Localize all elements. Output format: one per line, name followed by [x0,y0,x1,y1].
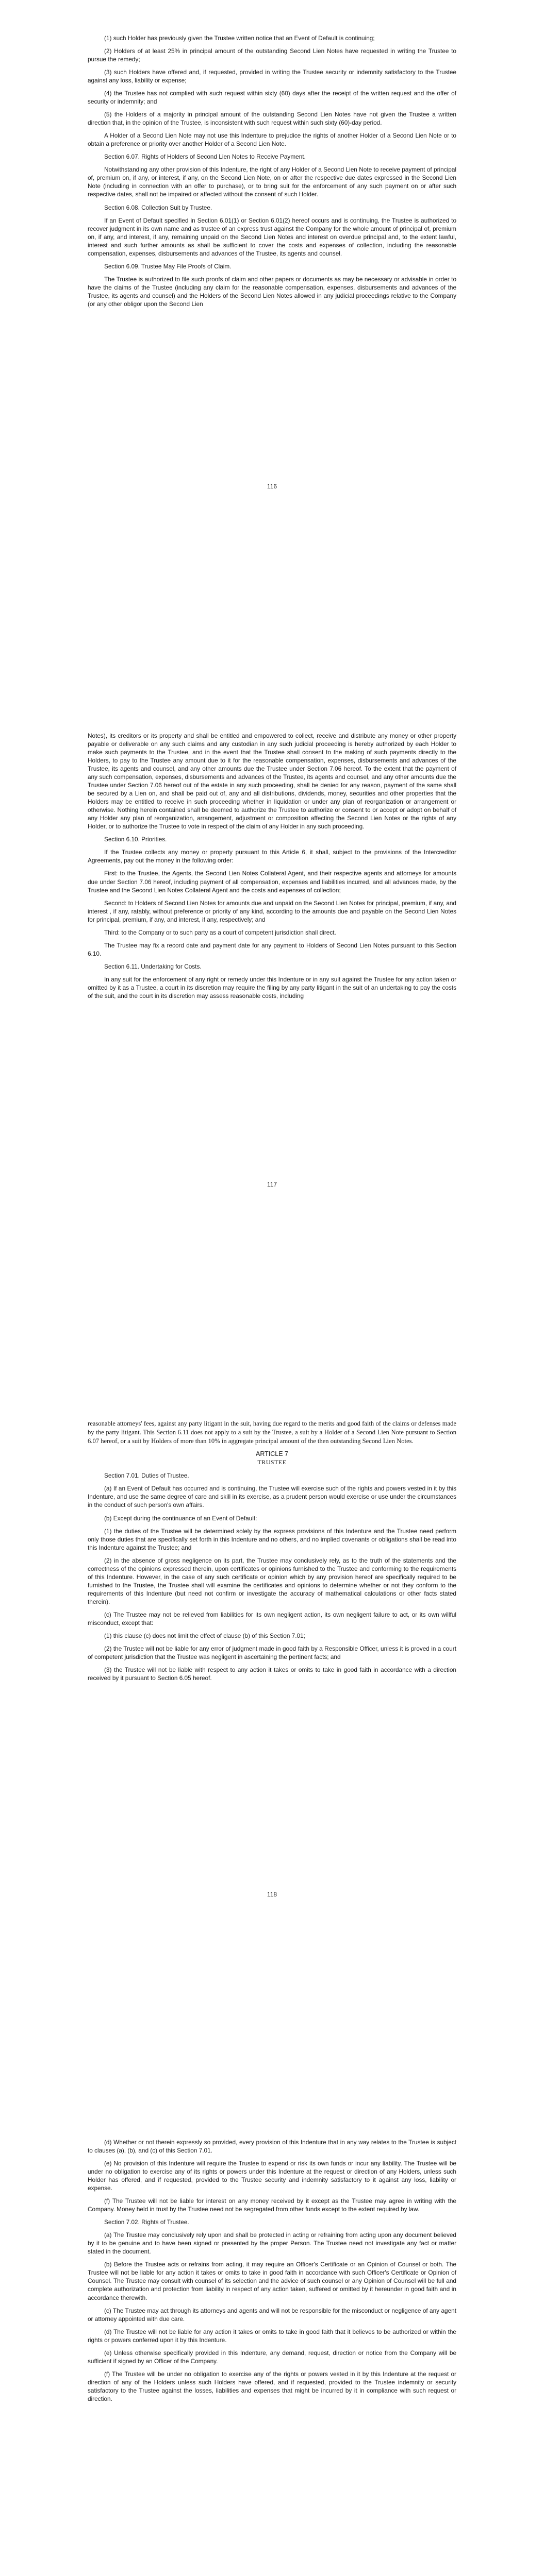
document-page-116 [0,0,544,703]
paragraph: Third: to the Company or to such party as a court of competent jurisdiction shall direct. [104,928,336,936]
paragraph: The Trustee is authorized to file such proofs of claim and other papers or documents as may be necessary or advisable in order to have the claims of the Trustee (including any claim for the reasonable compensation, expenses, disbursements and advances of the Trustee, its agents and counsel) and the Holders of the Second Lien Notes allowed in any judicial proceedings relative to the Company (or any other obligor upon the Second Lien [88,275,456,308]
paragraph: (3) such Holders have offered and, if requested, provided in writing the Trustee security or indemnity satisfactory to the Trustee against any loss, liability or expense; [88,69,456,84]
paragraph: (f) The Trustee will be under no obligation to exercise any of the rights or powers vested in it by this Indenture at the request or direction of any of the Holders unless such Holders have offered, and if requested, provided to the Trustee indemnity or security satisfactory to the Trustee against the losses, liabilities and expenses that might be incurred by it in compliance with such request or direction. [88,2370,456,2402]
paragraph: (c) The Trustee may not be relieved from liabilities for its own negligent action, its own negligent failure to act, or its own willful misconduct, except that: [88,1611,456,1626]
document-page-119 [0,2110,544,2576]
page-text [0,732,544,1005]
section-heading: Section 7.02. Rights of Trustee. [104,2218,189,2226]
paragraph: (2) Holders of at least 25% in principal amount of the outstanding Second Lien Notes have requested in writing the Trustee to pursue the remedy; [88,47,456,63]
paragraph: (c) The Trustee may act through its attorneys and agents and will not be responsible for the misconduct or negligence of any agent or attorney appointed with due care. [88,2307,456,2323]
document-page-118 [0,1406,544,2110]
article-title: ARTICLE 7 [256,1450,288,1458]
paragraph: First: to the Trustee, the Agents, the Second Lien Notes Collateral Agent, and their respective agents and attorneys for amounts due under Section 7.06 hereof, including payment of all compensation, expenses and liabilities incurred, and all advances made, by the Trustee and the Second Lien Notes Collateral Agent and the costs and expenses of collection; [88,870,456,894]
paragraph: (1) this clause (c) does not limit the effect of clause (b) of this Section 7.01; [104,1632,305,1639]
section-heading: Section 6.09. Trustee May File Proofs of Claim. [104,262,232,270]
paragraph: (5) the Holders of a majority in principal amount of the outstanding Second Lien Notes have not given the Trustee a written direction that, in the opinion of the Trustee, is inconsistent with such request within such sixty (60)-day period. [88,111,456,127]
paragraph: (e) Unless otherwise specifically provided in this Indenture, any demand, request, direction or notice from the Company will be sufficient if signed by an Officer of the Company. [88,2349,456,2365]
page-text [0,2138,544,2408]
paragraph: In any suit for the enforcement of any right or remedy under this Indenture or in any suit against the Trustee for any action taken or omitted by it as a Trustee, a court in its discretion may require the filing by any party litigant in the suit of an undertaking to pay the costs of the suit, and the court in its discretion may assess reasonable costs, including [88,975,456,999]
article-subtitle: TRUSTEE [257,1459,287,1466]
paragraph: (d) The Trustee will not be liable for any action it takes or omits to take in good faith that it believes to be authorized or within the rights or powers conferred upon it by this Indenture. [88,2328,456,2344]
paragraph: (2) the Trustee will not be liable for any error of judgment made in good faith by a Responsible Officer, unless it is proved in a court of competent jurisdiction that the Trustee was negligent in ascertaining the pertinent facts; and [88,1645,456,1660]
page-number: 117 [267,1181,277,1188]
paragraph: Notwithstanding any other provision of this Indenture, the right of any Holder of a Second Lien Note to receive payment of principal of, premium on, if any, or interest, if any, on the Second Lien Note, on or after the respective due dates expressed in the Second Lien Note (including in connection with an offer to purchase), or to bring suit for the enforcement of any such payment on or after such respective dates, shall not be impaired or affected without the consent of such Holder. [88,166,456,198]
paragraph: (e) No provision of this Indenture will require the Trustee to expend or risk its own funds or incur any liability. The Trustee will be under no obligation to exercise any of its rights or powers under this Indenture at the request or direction of any Holders, unless such Holder has offered, and if requested, provided to the Trustee security and indemnity satisfactory to it against any loss, liability or expense. [88,2160,456,2192]
paragraph: (1) such Holder has previously given the Trustee written notice that an Event of Default is continuing; [104,35,375,42]
paragraph: (a) If an Event of Default has occurred and is continuing, the Trustee will exercise such of the rights and powers vested in it by this Indenture, and use the same degree of care and skill in its exercise, as a prudent person would exercise or use under the circumstances in the conduct of such person's own affairs. [88,1485,456,1509]
paragraph: (4) the Trustee has not complied with such request within sixty (60) days after the receipt of the written request and the offer of security or indemnity; and [88,90,456,106]
paragraph: The Trustee may fix a record date and payment date for any payment to Holders of Second Lien Notes pursuant to this Section 6.10. [88,941,456,957]
document-page-117 [0,703,544,1406]
paragraph: If an Event of Default specified in Section 6.01(1) or Section 6.01(2) hereof occurs and is continuing, the Trustee is authorized to recover judgment in its own name and as trustee of an express trust against the Company for the whole amount of principal of, premium on, if any, and interest, if any, remaining unpaid on the Second Lien Notes and interest on overdue principal and, to the extent lawful, interest and such further amounts as shall be sufficient to cover the costs and expenses of collection, including the reasonable compensation, expenses, disbursements and advances of the Trustee, its agents and counsel. [88,216,456,257]
paragraph: (a) The Trustee may conclusively rely upon and shall be protected in acting or refraining from acting upon any document believed by it to be genuine and to have been signed or presented by the proper Person. The Trustee need not investigate any fact or matter stated in the document. [88,2231,456,2256]
paragraph: Notes), its creditors or its property and shall be entitled and empowered to collect, receive and distribute any money or other property payable or deliverable on any such claims and any custodian in any such judicial proceeding is hereby authorized by each Holder to make such payments to the Trustee, and in the event that the Trustee shall consent to the making of such payments directly to the Holders, to pay to the Trustee any amount due to it for the reasonable compensation, expenses, disbursements and advances of the Trustee, its agents and counsel, and any other amounts due the Trustee under Section 7.06 hereof. To the extent that the payment of any such compensation, expenses, disbursements and advances of the Trustee, its agents and counsel, and any other amounts due the Trustee under Section 7.06 hereof out of the estate in any such proceeding, shall be denied for any reason, payment of the same shall be secured by a Lien on, and shall be paid out of, any and all distributions, dividends, money, securities and other properties that the Holders may be entitled to receive in such proceeding whether in liquidation or under any plan of reorganization or arrangement or otherwise. Nothing herein contained shall be deemed to authorize the Trustee to authorize or consent to or accept or adopt on behalf of any Holder any plan of reorganization, arrangement, adjustment or composition affecting the Second Lien Notes or the rights of any Holder, or to authorize the Trustee to vote in respect of the claim of any Holder in any such proceeding. [88,732,456,831]
page-number: 116 [267,483,277,490]
page-text [0,34,544,313]
paragraph: reasonable attorneys' fees, against any party litigant in the suit, having due regard to the merits and good faith of the claims or defenses made by the party litigant. This Section 6.11 does not apply to a suit by the Trustee, a suit by a Holder of a Second Lien Note pursuant to Section 6.07 hereof, or a suit by Holders of more than 10% in aggregate principal amount of the then outstanding Second Lien Notes. [88,1420,456,1445]
section-heading: Section 6.10. Priorities. [104,836,167,843]
paragraph: (b) Before the Trustee acts or refrains from acting, it may require an Officer's Certificate or an Opinion of Counsel or both. The Trustee will not be liable for any action it takes or omits to take in good faith in accordance with such Officer's Certificate or Opinion of Counsel. The Trustee may consult with counsel of its selection and the advice of such counsel or any Opinion of Counsel will be full and complete authorization and protection from liability in respect of any action taken, suffered or omitted by it hereunder in good faith and in accordance therewith. [88,2261,456,2301]
paragraph: (2) in the absence of gross negligence on its part, the Trustee may conclusively rely, as to the truth of the statements and the correctness of the opinions expressed therein, upon certificates or opinions furnished to the Trustee and conforming to the requirements of this Indenture. However, in the case of any such certificate or opinion which by any provision hereof are specifically required to be furnished to the Trustee, the Trustee shall will examine the certificates and opinions to determine whether or not they conform to the requirements of this Indenture (but need not confirm or investigate the accuracy of mathematical calculations or other facts stated therein). [88,1556,456,1605]
page-text [0,1419,544,1687]
section-heading: Section 6.07. Rights of Holders of Second Lien Notes to Receive Payment. [104,153,306,161]
paragraph: If the Trustee collects any money or property pursuant to this Article 6, it shall, subject to the provisions of the Intercreditor Agreements, pay out the money in the following order: [88,849,456,865]
paragraph: (b) Except during the continuance of an Event of Default: [104,1514,257,1522]
paragraph: (d) Whether or not therein expressly so provided, every provision of this Indenture that in any way relates to the Trustee is subject to clauses (a), (b), and (c) of this Section 7.01. [88,2139,456,2155]
section-heading: Section 6.11. Undertaking for Costs. [104,962,202,970]
paragraph: (f) The Trustee will not be liable for interest on any money received by it except as the Trustee may agree in writing with the Company. Money held in trust by the Trustee need not be segregated from other funds except to the extent required by law. [88,2197,456,2213]
page-number: 118 [267,1891,277,1898]
section-heading: Section 7.01. Duties of Trustee. [104,1472,189,1480]
paragraph: Second: to Holders of Second Lien Notes for amounts due and unpaid on the Second Lien Notes for principal, premium, if any, and interest , if any, ratably, without preference or priority of any kind, according to the amounts due and payable on the Second Lien Notes for principal, premium, if any, and interest, if any, respectively; and [88,899,456,923]
paragraph: A Holder of a Second Lien Note may not use this Indenture to prejudice the rights of another Holder of a Second Lien Note or to obtain a preference or priority over another Holder of a Second Lien Note. [88,132,456,148]
paragraph: (3) the Trustee will not be liable with respect to any action it takes or omits to take in good faith in accordance with a direction received by it pursuant to Section 6.05 hereof. [88,1666,456,1682]
section-heading: Section 6.08. Collection Suit by Trustee. [104,204,212,211]
paragraph: (1) the duties of the Trustee will be determined solely by the express provisions of this Indenture and the Trustee need perform only those duties that are specifically set forth in this Indenture and no others, and no implied covenants or obligations shall be read into this Indenture against the Trustee; and [88,1527,456,1551]
